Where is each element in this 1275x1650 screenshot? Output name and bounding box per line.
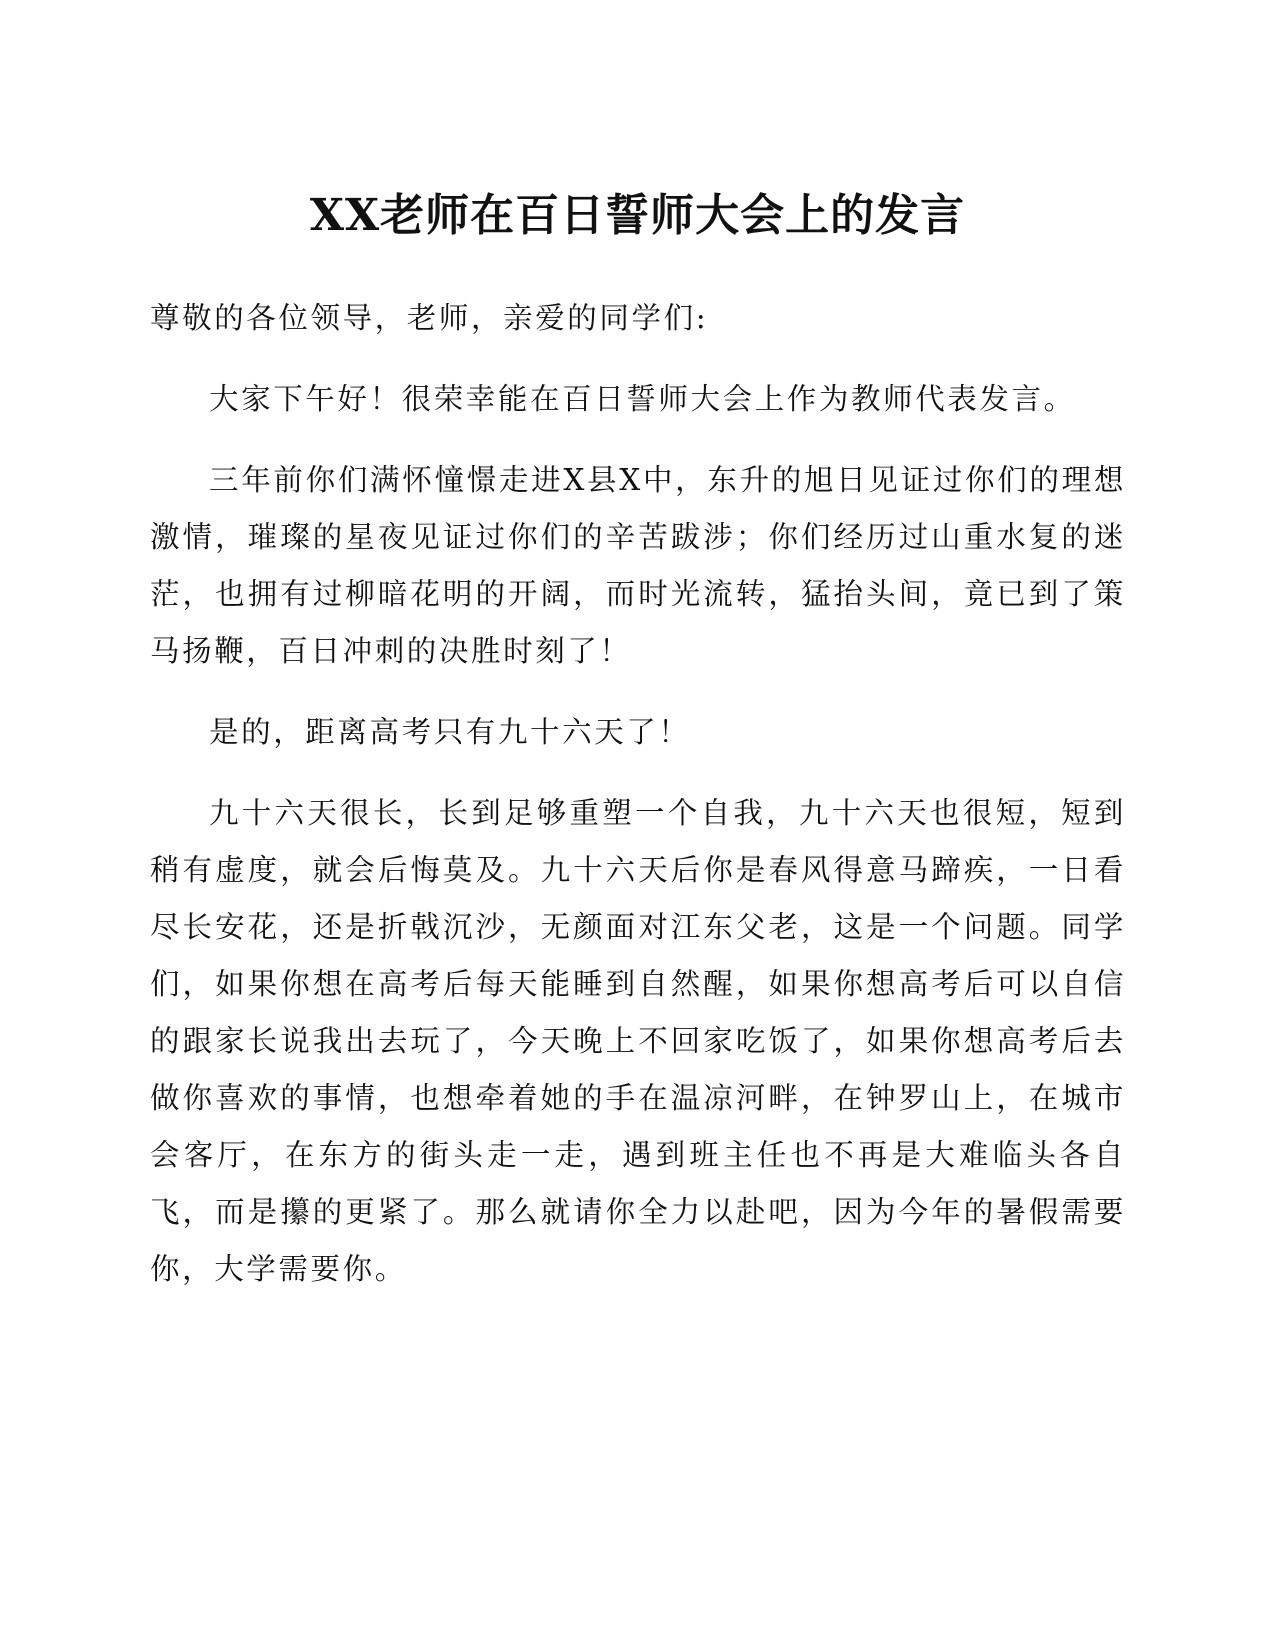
document-body — [150, 290, 1126, 1322]
salutation: 尊敬的各位领导，老师，亲爱的同学们: — [150, 301, 709, 335]
document-title: XX老师在百日誓师大会上的发言 — [309, 190, 966, 241]
paragraph-countdown: 是的，距离高考只有九十六天了！ — [209, 715, 691, 749]
paragraph-ninety-six-days: 九十六天很长，长到足够重塑一个自我，九十六天也很短，短到稍有虚度，就会后悔莫及。九十六天后你是春风得意马蹄疾，一日看尽长安花，还是折戟沉沙，无颜面对江东父老，这是一个问题。同学们，如果你想在高考后每天能睡到自然醒，如果你想高考后可以自信的跟家长说我出去玩了，今天晚上不回家吃饭了，如果你想高考后去做你喜欢的事情，也想牵着她的手在温凉河畔，在钟罗山上，在城市会客厅，在东方的街头走一走，遇到班主任也不再是大难临头各自飞，而是攥的更紧了。那么就请你全力以赴吧，因为今年的暑假需要你，大学需要你。 — [150, 796, 1126, 1286]
paragraph-three-years: 三年前你们满怀憧憬走进X县X中，东升的旭日见证过你们的理想激情，璀璨的星夜见证过你们的辛苦跋涉；你们经历过山重水复的迷茫，也拥有过柳暗花明的开阔，而时光流转，猛抬头间，竟已到了策马扬鞭，百日冲刺的决胜时刻了！ — [150, 463, 1126, 668]
paragraph-greeting: 大家下午好！很荣幸能在百日誓师大会上作为教师代表发言。 — [209, 382, 1076, 416]
